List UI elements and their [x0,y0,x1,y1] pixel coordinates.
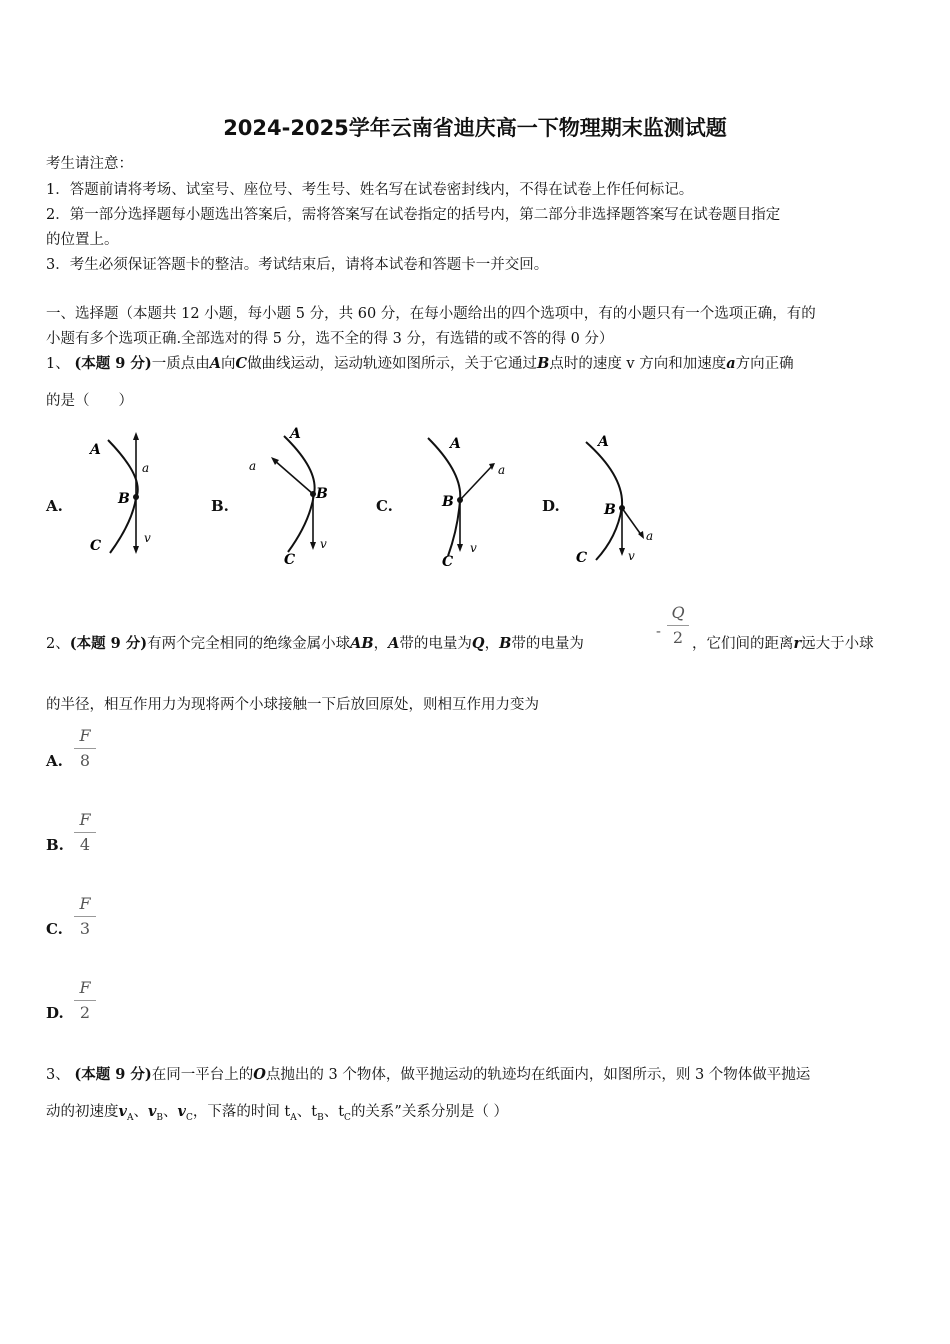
question-2-line1-tail [692,632,874,653]
q1-option-C-label[interactable]: C. [376,497,393,515]
q3-text: 的关系”关系分别是（ ） [350,1104,508,1120]
q2-option-B-fraction [74,810,96,855]
label-a: a [249,459,257,473]
label-C: C [442,554,454,570]
q1-score: (本题 9 分) [74,355,152,372]
q2-option-D-fraction [74,978,96,1023]
q3-score: (本题 9 分) [74,1066,152,1083]
label-B: B [118,491,130,507]
fraction-numerator: F [79,894,91,913]
q2-text: 有两个完全相同的绝缘金属小球 [147,636,351,652]
q3-var-v: v [147,1103,157,1120]
fraction-numerator: F [79,726,91,745]
label-B: B [442,494,454,510]
question-3-line2 [46,1100,508,1123]
label-A: A [450,436,461,452]
trajectory-curve [586,442,622,560]
arrowhead-icon [619,548,625,556]
fraction-numerator: Q [671,603,685,622]
q3-text: 动的初速度 [46,1104,119,1120]
label-v: v [144,531,151,545]
q2-option-B-label[interactable]: B. [46,836,64,854]
q3-sub-B: B [156,1112,163,1123]
q2-var-A: A [388,635,400,652]
q1-text: 一质点由 [151,356,210,372]
acceleration-arrow [622,508,642,536]
q2-var-Q: Q [471,635,485,652]
q2-text: ， [484,636,500,652]
label-A: A [598,434,609,450]
fraction-denominator: 8 [79,751,91,770]
q2-text: 带的电量为 [511,636,584,652]
label-B: B [604,502,616,518]
q2-score: (本题 9 分) [69,635,148,652]
arrowhead-icon [133,432,139,440]
q3-var-v: v [177,1103,186,1120]
question-2-line2: 的半径，相互作用力为现将两个小球接触一下后放回原处，则相互作用力变为 [46,697,539,713]
fraction-denominator: 2 [672,628,684,647]
question-1-line2: 的是（ ） [46,393,133,409]
q3-sub-C: C [344,1112,351,1123]
notice-item-1: 1．答题前请将考场、试室号、座位号、考生号、姓名写在试卷密封线内，不得在试卷上作任何标记。 [46,182,694,198]
q2-text: 远大于小球 [801,636,874,652]
q1-figure-B [244,422,344,570]
q1-text: 向 [221,356,236,372]
point-B-dot [619,505,625,511]
q3-var-t: t [338,1104,345,1120]
label-a: a [142,461,150,475]
fraction-bar [74,1000,96,1001]
q2-option-C-fraction [74,894,96,939]
q2-var-B: B [499,635,512,652]
notice-heading: 考生请注意： [46,156,133,172]
q2-var-AB: AB [350,635,374,652]
q3-text: 点抛出的 3 个物体，做平抛运动的轨迹均在纸面内，如图所示，则 3 个物体做平抛运 [265,1067,811,1083]
arrowhead-icon [310,542,316,550]
q2-var-r: r [793,635,802,652]
q3-sub-C: C [185,1112,193,1123]
question-2-line1 [46,632,584,653]
q1-figure-C [418,428,518,572]
label-C: C [284,552,296,568]
label-C: C [90,538,102,554]
label-C: C [576,550,588,566]
q1-text: 方向正确 [735,356,794,372]
fraction-numerator: F [79,978,91,997]
q3-text: 、 [323,1104,339,1120]
q1-option-B-label[interactable]: B. [211,497,229,515]
q3-var-t: t [311,1104,318,1120]
q2-option-A-fraction [74,726,96,771]
point-B-dot [133,494,139,500]
q2-minus-sign: - [656,624,661,640]
label-B: B [316,486,328,502]
page-title: 2024-2025学年云南省迪庆高一下物理期末监测试题 [223,116,727,140]
q2-option-A-label[interactable]: A. [46,752,63,770]
q3-text: 、 [296,1104,312,1120]
fraction-bar [74,832,96,833]
q2-text: ，它们间的距离 [692,636,794,652]
q3-text: 、 [163,1104,178,1120]
arrowhead-icon [133,546,139,554]
question-1-line1 [46,352,794,373]
fraction-bar [74,916,96,917]
notice-item-2-cont: 的位置上。 [46,232,119,248]
q1-var-C: C [235,355,248,372]
point-B-dot [457,497,463,503]
q2-text: ， [373,636,389,652]
q1-var-B: B [537,355,550,372]
q3-sub-A: A [290,1112,297,1123]
q2-fraction-Q-over-2 [667,603,689,648]
label-v: v [628,549,635,563]
q2-option-C-label[interactable]: C. [46,920,63,938]
q1-figure-D [572,428,672,572]
label-v: v [470,541,477,555]
q2-option-D-label[interactable]: D. [46,1004,64,1022]
q3-text: ，下落的时间 t [192,1104,291,1120]
q3-text: 在同一平台上的 [151,1067,254,1083]
q3-sub-A: A [126,1112,134,1123]
q1-option-A-label[interactable]: A. [46,497,63,515]
label-a: a [646,529,654,543]
fraction-numerator: F [79,810,91,829]
q2-number: 2、 [46,636,70,652]
question-3-line1 [46,1063,810,1084]
notice-item-3: 3．考生必须保证答题卡的整洁。考试结束后，请将本试卷和答题卡一并交回。 [46,257,549,273]
acceleration-arrow [460,466,492,500]
fraction-denominator: 4 [79,835,91,854]
q3-number: 3、 [46,1067,75,1083]
fraction-bar [667,625,689,626]
q1-option-D-label[interactable]: D. [542,497,560,515]
q3-var-v: v [118,1103,127,1120]
label-a: a [498,463,506,477]
arrowhead-icon [457,544,463,552]
q1-text: 做曲线运动，运动轨迹如图所示，关于它通过 [247,356,538,372]
q1-var-A: A [209,355,222,372]
label-A: A [90,442,101,458]
q1-figure-A [80,428,170,568]
q2-text: 带的电量为 [399,636,472,652]
section-header-line1: 一、选择题（本题共 12 小题，每小题 5 分，共 60 分，在每小题给出的四个选项中，有的小题只有一个选项正确，有的 [46,306,816,322]
fraction-bar [74,748,96,749]
q1-text: 点时的速度 v 方向和加速度 [549,356,727,372]
q1-var-a: a [726,355,736,372]
q3-var-O: O [253,1066,266,1083]
fraction-denominator: 2 [79,1003,91,1022]
notice-item-2: 2．第一部分选择题每小题选出答案后，需将答案写在试卷指定的括号内，第二部分非选择题答案写在试卷题目指定 [46,207,781,223]
label-A: A [290,426,301,442]
q3-text: 、 [133,1104,148,1120]
section-header-line2: 小题有多个选项正确.全部选对的得 5 分，选不全的得 3 分，有选错的或不答的得 0 分） [46,331,614,347]
q1-number: 1、 [46,356,75,372]
q3-sub-B: B [317,1112,324,1123]
label-v: v [320,537,327,551]
fraction-denominator: 3 [79,919,91,938]
